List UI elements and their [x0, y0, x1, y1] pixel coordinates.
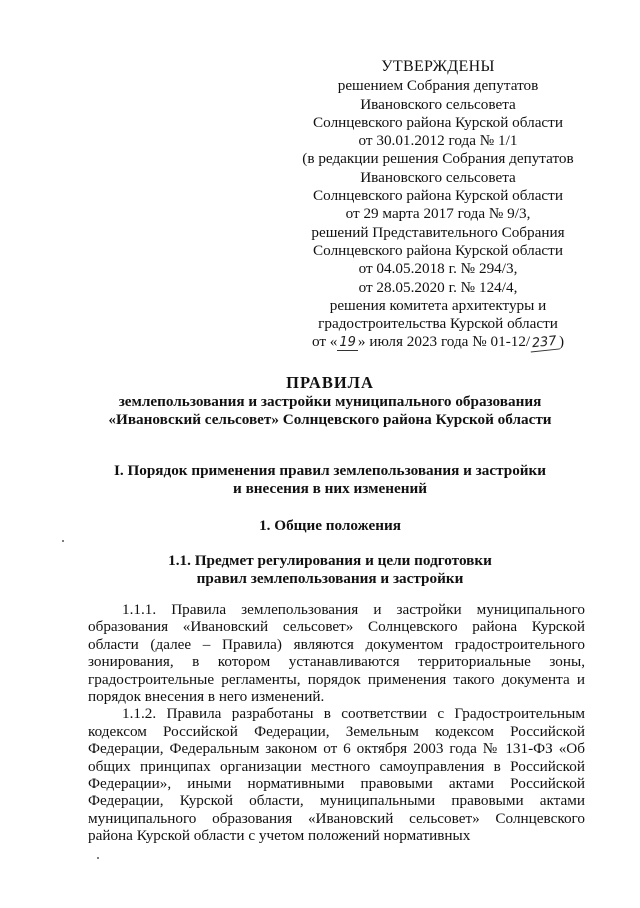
subsection-heading-line: 1.1. Предмет регулирования и цели подготовки: [168, 552, 492, 569]
approval-line: Солнцевского района Курской области: [313, 241, 563, 259]
document-title: ПРАВИЛА: [286, 373, 374, 392]
approval-block: [290, 58, 586, 352]
subsection-heading-line: правил землепользования и застройки: [196, 570, 464, 587]
approval-line: от 30.01.2012 года № 1/1: [358, 132, 518, 150]
handwritten-day: 19: [339, 335, 356, 351]
approval-line: решением Собрания депутатов: [337, 77, 539, 95]
chapter-heading: [60, 517, 600, 535]
document-subtitle-line: «Ивановский сельсовет» Солнцевского района Курской области: [108, 411, 552, 428]
chapter-title: 1. Общие положения: [259, 517, 401, 534]
approval-date-prefix: от «: [311, 333, 338, 351]
section-heading-line: и внесения в них изменений: [233, 480, 427, 497]
scan-speck: [97, 857, 99, 859]
scan-speck: [62, 540, 64, 542]
section-heading-line: I. Порядок применения правил землепользования и застройки: [113, 462, 547, 479]
approval-line: от 04.05.2018 г. № 294/3,: [358, 260, 518, 278]
approval-line: Ивановского сельсовета: [360, 95, 516, 113]
approval-line: от 29 марта 2017 года № 9/3,: [345, 205, 531, 223]
approval-line: решений Представительного Собрания: [311, 223, 565, 241]
approval-line: Солнцевского района Курской области: [313, 113, 563, 131]
approval-line: градостроительства Курской области: [318, 315, 558, 333]
section-heading: [60, 462, 600, 498]
handwritten-number: 237: [529, 335, 559, 353]
approval-heading: УТВЕРЖДЕНЫ: [381, 58, 495, 75]
approval-date-middle: » июля 2023 года № 01-12/: [357, 333, 531, 351]
subsection-heading: [60, 552, 600, 588]
document-subtitle-line: землепользования и застройки муниципального образования: [118, 393, 542, 410]
approval-line: Ивановского сельсовета: [360, 168, 516, 186]
approval-line: решения комитета архитектуры и: [329, 296, 547, 314]
paragraph: 1.1.2. Правила разработаны в соответствии с Градостроительным кодексом Российской Федерации, Земельным кодексом Российской Федерации, Федеральным законом от 6 октября 2003 года № 131-ФЗ «Об общих принципах организации местного самоуправления в Российской Федерации», иными нормативными правовыми актами Российской Федерации, Курской области, муниципальными правовыми актами муниципального образования «Ивановский сельсовет» Солнцевского района Курской области с учетом положений нормативных: [88, 705, 585, 845]
approval-date-line: [290, 333, 586, 351]
approval-line: (в редакции решения Собрания депутатов: [302, 150, 574, 168]
approval-date-suffix: ): [558, 333, 565, 351]
document-title-block: [60, 373, 600, 429]
approval-line: Солнцевского района Курской области: [313, 187, 563, 205]
approval-line: от 28.05.2020 г. № 124/4,: [358, 278, 518, 296]
body-text: [88, 601, 585, 845]
paragraph: 1.1.1. Правила землепользования и застройки муниципального образования «Ивановский сельсовет» Солнцевского района Курской области (далее – Правила) являются документом градостроительного зонирования, в котором устанавливаются территориальные зоны, градостроительные регламенты, порядок применения такого документа и порядок внесения в него изменений.: [88, 601, 585, 706]
